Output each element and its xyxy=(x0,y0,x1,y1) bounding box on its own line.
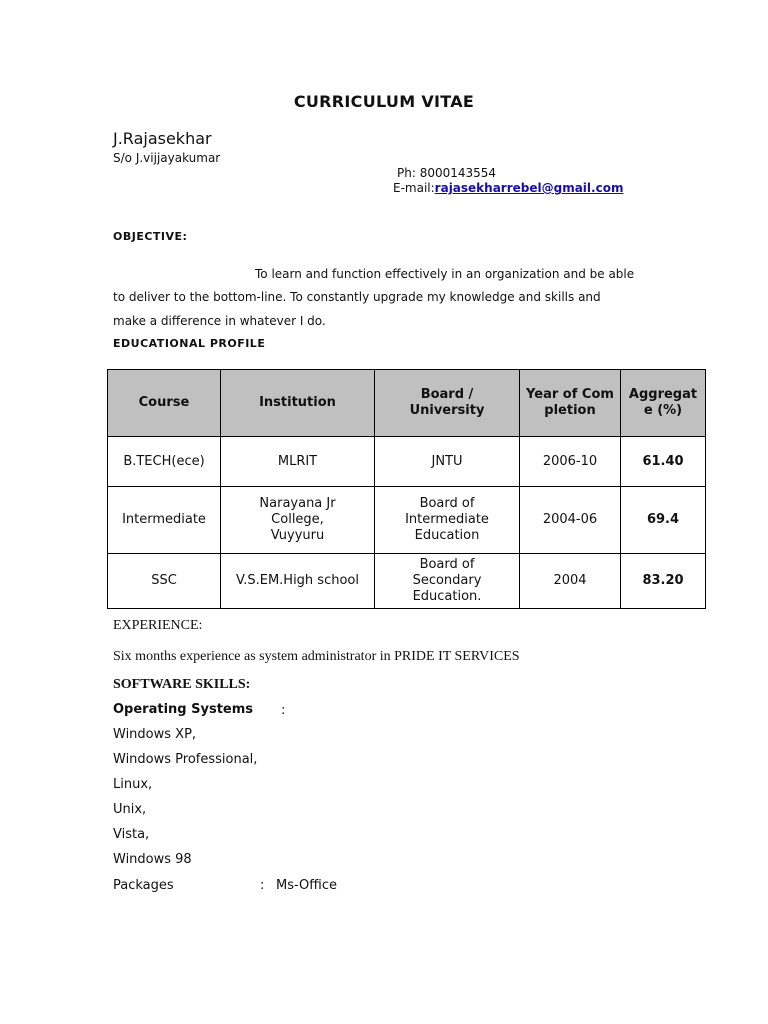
cell-board: Board of Intermediate Education xyxy=(375,487,520,554)
table-header-row xyxy=(108,370,706,437)
os-item: Windows Professional, xyxy=(113,752,258,767)
page-title: CURRICULUM VITAE xyxy=(293,92,475,111)
cell-board: JNTU xyxy=(375,437,520,487)
phone-number: Ph: 8000143554 xyxy=(397,166,497,180)
cell-aggregate: 69.4 xyxy=(621,487,706,554)
cell-institution: V.S.EM.High school xyxy=(221,554,375,609)
cell-course: B.TECH(ece) xyxy=(108,437,221,487)
os-item: Windows XP, xyxy=(113,727,197,742)
objective-line-3: make a difference in whatever I do. xyxy=(113,314,326,328)
packages-label: Packages xyxy=(113,878,174,893)
cell-year: 2004 xyxy=(520,554,621,609)
email-line xyxy=(393,181,623,195)
cell-year: 2006-10 xyxy=(520,437,621,487)
os-item: Windows 98 xyxy=(113,852,192,867)
cell-course: SSC xyxy=(108,554,221,609)
col-year: Year of Completion xyxy=(520,370,621,437)
cell-board: Board of Secondary Education. xyxy=(375,554,520,609)
email-link[interactable]: rajasekharrebel@gmail.com xyxy=(434,181,624,195)
skills-heading: SOFTWARE SKILLS: xyxy=(113,677,251,692)
candidate-name: J.Rajasekhar xyxy=(113,129,212,148)
cell-institution: MLRIT xyxy=(221,437,375,487)
objective-heading: OBJECTIVE: xyxy=(113,230,188,243)
cell-year: 2004-06 xyxy=(520,487,621,554)
cell-aggregate: 83.20 xyxy=(621,554,706,609)
cell-institution: Narayana Jr College, Vuyyuru xyxy=(221,487,375,554)
objective-line-1: To learn and function effectively in an organization and be able xyxy=(255,267,635,281)
col-aggregate: Aggregate (%) xyxy=(621,370,706,437)
table-row xyxy=(108,487,706,554)
packages-value: Ms-Office xyxy=(276,878,337,893)
os-label: Operating Systems xyxy=(113,702,254,717)
education-heading: EDUCATIONAL PROFILE xyxy=(113,337,266,350)
experience-text: Six months experience as system administrator in PRIDE IT SERVICES xyxy=(113,649,520,664)
education-table xyxy=(107,369,706,609)
os-colon: : xyxy=(281,703,286,718)
col-board: Board / University xyxy=(375,370,520,437)
os-item: Linux, xyxy=(113,777,153,792)
cell-course: Intermediate xyxy=(108,487,221,554)
os-item: Unix, xyxy=(113,802,147,817)
cell-aggregate: 61.40 xyxy=(621,437,706,487)
table-row xyxy=(108,554,706,609)
parent-name: S/o J.vijjayakumar xyxy=(113,151,221,165)
experience-heading: EXPERIENCE: xyxy=(113,618,203,633)
col-course: Course xyxy=(108,370,221,437)
email-label: E-mail: xyxy=(393,181,435,195)
col-institution: Institution xyxy=(221,370,375,437)
packages-colon: : xyxy=(260,878,265,893)
table-row xyxy=(108,437,706,487)
objective-line-2: to deliver to the bottom-line. To constantly upgrade my knowledge and skills and xyxy=(113,290,601,304)
os-item: Vista, xyxy=(113,827,150,842)
